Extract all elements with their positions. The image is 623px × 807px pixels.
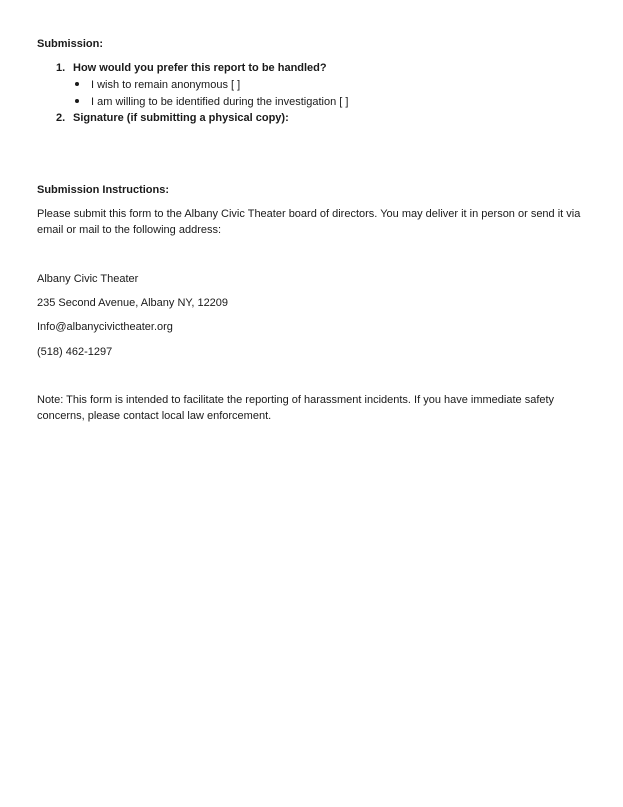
address-street: 235 Second Avenue, Albany NY, 12209 [37, 297, 229, 309]
option-identified-label: I am willing to be identified during the investigation [ ] [91, 96, 349, 108]
option-identified [75, 94, 348, 110]
question-2-number: 2. [56, 112, 66, 124]
instructions-paragraph: Please submit this form to the Albany Civic Theater board of directors. You may deliver it in person or send it via email or mail to the following address: [37, 208, 581, 236]
address-email: Info@albanycivictheater.org [37, 321, 173, 333]
address-name: Albany Civic Theater [37, 273, 139, 285]
instructions-heading: Submission Instructions: [37, 184, 170, 196]
address-phone: (518) 462-1297 [37, 346, 113, 358]
question-2-text: Signature (if submitting a physical copy): [73, 112, 289, 124]
question-2 [56, 110, 289, 126]
question-1-text: How would you prefer this report to be handled? [73, 62, 327, 74]
question-1 [56, 60, 327, 76]
bullet-icon [75, 99, 79, 103]
bullet-icon [75, 82, 79, 86]
question-1-number: 1. [56, 62, 66, 74]
submission-heading: Submission: [37, 38, 104, 50]
option-anonymous [75, 77, 240, 93]
note-paragraph: Note: This form is intended to facilitate the reporting of harassment incidents. If you have immediate safety concerns, please contact local law enforcement. [37, 394, 555, 422]
option-anonymous-label: I wish to remain anonymous [ ] [91, 79, 241, 91]
